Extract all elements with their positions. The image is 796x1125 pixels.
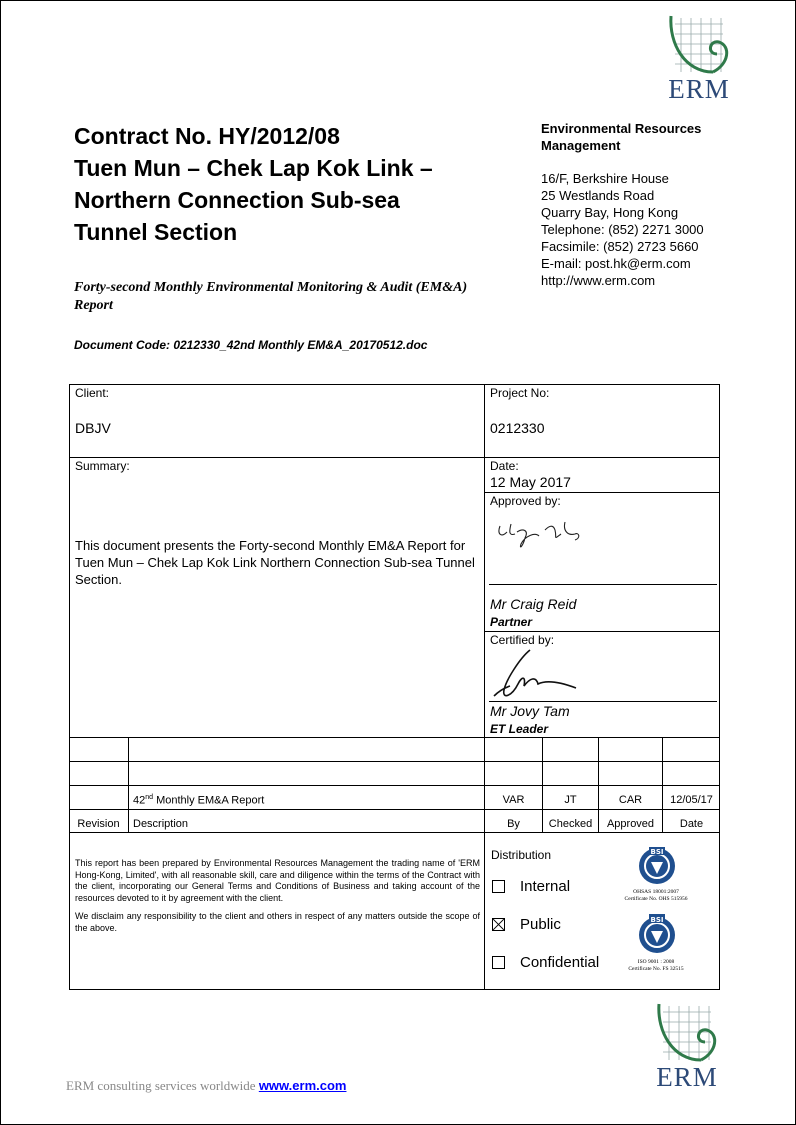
title-line-3: Northern Connection Sub-sea <box>74 187 400 213</box>
telephone: Telephone: (852) 2271 3000 <box>541 222 704 237</box>
client-label: Client: <box>75 386 110 400</box>
erm-logo-top <box>667 14 731 103</box>
org-name-line-2: Management <box>541 138 621 153</box>
disclaimer-paragraph-2: We disclaim any responsibility to the client and others in respect of any matters outside the scope of the above. <box>75 911 480 933</box>
ohsas-line-1: OHSAS 18001:2007 <box>633 889 679 895</box>
address-line-1: 16/F, Berkshire House <box>541 171 669 186</box>
header-approved: Approved <box>606 818 655 830</box>
revision-ordinal: 42 <box>133 794 146 807</box>
title-line-1: Contract No. HY/2012/08 <box>74 123 340 149</box>
bsi-badge-1-text: BSI <box>650 848 664 856</box>
email: E-mail: post.hk@erm.com <box>541 256 691 271</box>
revision-by: VAR <box>502 794 525 806</box>
address-line-2: 25 Westlands Road <box>541 188 655 203</box>
revision-date: 12/05/17 <box>670 794 713 806</box>
distribution-label: Distribution <box>491 848 552 862</box>
erm-logo-text: ERM <box>668 74 730 104</box>
approver-name: Mr Craig Reid <box>490 596 577 612</box>
approver-role: Partner <box>490 615 533 629</box>
revision-ordinal-suffix: nd <box>145 794 154 801</box>
iso-line-2: Certificate No. FS 32515 <box>628 965 684 972</box>
disclaimer <box>75 858 480 941</box>
website: http://www.erm.com <box>541 273 656 288</box>
summary-text: This document presents the Forty-second Monthly EM&A Report for Tuen Mun – Chek Lap Kok Link Northern Connection Sub-sea Tunnel Section. <box>75 538 475 587</box>
header-checked: Checked <box>548 818 593 830</box>
facsimile: Facsimile: (852) 2723 5660 <box>541 239 699 254</box>
project-value: 0212330 <box>490 420 545 436</box>
title-line-4: Tunnel Section <box>74 219 238 245</box>
approved-by-label: Approved by: <box>490 494 561 508</box>
revision-approved: CAR <box>618 794 643 806</box>
bsi-ohsas-badge-icon <box>637 846 677 886</box>
public-label: Public <box>520 916 561 933</box>
erm-logo-bottom <box>655 1002 719 1091</box>
project-label: Project No: <box>490 386 550 400</box>
revision-description-text: Monthly EM&A Report <box>153 794 265 807</box>
certifier-name: Mr Jovy Tam <box>490 703 570 719</box>
footer <box>66 1078 346 1094</box>
disclaimer-paragraph-1: This report has been prepared by Environmental Resources Management the trading name of 'ERM Hong-Kong, Limited', with all reasonable skill, care and diligence within the terms of the Contract with the client, incorporating our General Terms and Conditions of Business and taking account of the resources devoted to it by agreement with the client. <box>75 858 480 903</box>
internal-checkbox[interactable] <box>492 880 505 893</box>
header-revision: Revision <box>77 818 120 830</box>
ohsas-certificate <box>606 889 706 902</box>
certifier-signature <box>490 646 585 702</box>
public-checkbox[interactable] <box>492 918 505 931</box>
header-description: Description <box>133 818 189 830</box>
summary-label: Summary: <box>75 459 130 473</box>
org-name-line-1: Environmental Resources <box>541 121 702 136</box>
address-line-3: Quarry Bay, Hong Kong <box>541 205 679 220</box>
title-line-2: Tuen Mun – Chek Lap Kok Link – <box>74 155 433 181</box>
company-address <box>541 120 704 289</box>
report-subtitle: Forty-second Monthly Environmental Monitoring & Audit (EM&A) Report <box>74 280 468 313</box>
erm-leaf-icon-bottom <box>655 1002 719 1064</box>
erm-logo-text-bottom: ERM <box>656 1062 718 1092</box>
revision-checked: JT <box>564 794 577 806</box>
confidential-checkbox[interactable] <box>492 956 505 969</box>
iso-certificate <box>606 959 706 972</box>
bsi-iso-badge-icon <box>637 913 677 955</box>
confidential-label: Confidential <box>520 954 600 971</box>
header-date: Date <box>679 818 704 830</box>
footer-link[interactable]: www.erm.com <box>258 1078 347 1093</box>
certified-by-label: Certified by: <box>490 633 555 647</box>
revision-description <box>133 794 264 807</box>
header-by: By <box>507 818 520 830</box>
certifier-role: ET Leader <box>490 722 549 736</box>
document-code: Document Code: 0212330_42nd Monthly EM&A_20170512.doc <box>74 338 428 352</box>
bsi-badge-2-text: BSI <box>650 916 664 924</box>
internal-label: Internal <box>520 878 571 895</box>
iso-line-1: ISO 9001 : 2008 <box>637 959 675 965</box>
approver-signature <box>495 516 590 558</box>
date-value: 12 May 2017 <box>490 474 571 490</box>
ohsas-line-2: Certificate No. OHS 515956 <box>624 895 688 902</box>
erm-leaf-icon <box>667 14 731 76</box>
date-label: Date: <box>490 459 519 473</box>
client-value: DBJV <box>75 420 111 436</box>
footer-text: ERM consulting services worldwide <box>66 1078 259 1093</box>
contract-title <box>74 120 494 248</box>
